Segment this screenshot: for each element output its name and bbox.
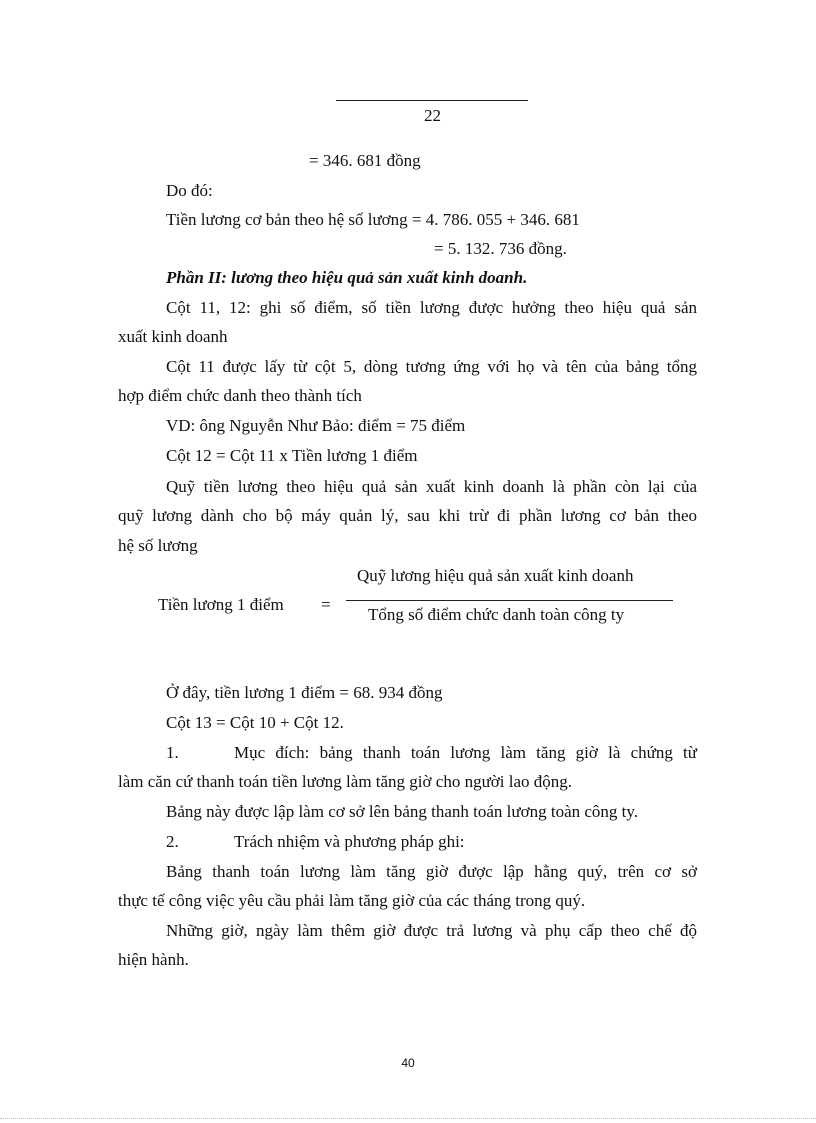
paragraph-line: hệ số lương — [118, 536, 198, 555]
text-line: Tiền lương cơ bản theo hệ số lương = 4. 786. 055 + 346. 681 — [166, 210, 580, 229]
text-line: Cột 13 = Cột 10 + Cột 12. — [166, 713, 344, 732]
paragraph-line: xuất kinh doanh — [118, 327, 228, 346]
text-line: Ở đây, tiền lương 1 điểm = 68. 934 đồng — [166, 683, 443, 702]
paragraph-line: Cột 11, 12: ghi số điểm, số tiền lương được hưởng theo hiệu quả sản — [166, 298, 697, 317]
page-number: 40 — [401, 1056, 415, 1070]
fraction-bar — [346, 600, 673, 601]
paragraph-line: hiện hành. — [118, 950, 189, 969]
list-item-text: Mục đích: bảng thanh toán lương làm tăng giờ là chứng từ — [234, 743, 697, 762]
formula-denominator: Tổng số điểm chức danh toàn công ty — [368, 605, 625, 624]
text-line: = 5. 132. 736 đồng. — [434, 239, 567, 258]
paragraph-line: làm căn cứ thanh toán tiền lương làm tăng giờ cho người lao động. — [118, 772, 573, 791]
formula-equals: = — [321, 595, 331, 614]
paragraph-line: thực tế công việc yêu cầu phải làm tăng giờ của các tháng trong quý. — [118, 891, 586, 910]
paragraph-line: hợp điểm chức danh theo thành tích — [118, 386, 362, 405]
page-bottom-border — [0, 1118, 816, 1119]
paragraph-line: Bảng thanh toán lương làm tăng giờ được lập hằng quý, trên cơ sở — [166, 862, 697, 881]
top-number: 22 — [424, 106, 441, 125]
list-number: 1. — [166, 743, 179, 762]
paragraph-line: Những giờ, ngày làm thêm giờ được trả lương và phụ cấp theo chế độ — [166, 921, 697, 940]
paragraph-line: quỹ lương dành cho bộ máy quản lý, sau khi trừ đi phần lương cơ bản theo — [118, 506, 697, 525]
list-item-text: Trách nhiệm và phương pháp ghi: — [234, 832, 465, 851]
formula-lhs: Tiền lương 1 điểm — [158, 595, 284, 614]
section-heading: Phần II: lương theo hiệu quả sản xuất kinh doanh. — [166, 268, 528, 287]
formula-numerator: Quỹ lương hiệu quả sản xuất kinh doanh — [357, 566, 634, 585]
paragraph-line: Cột 11 được lấy từ cột 5, dòng tương ứng với họ và tên của bảng tổng — [166, 357, 697, 376]
text-line: Do đó: — [166, 181, 213, 200]
text-line: Cột 12 = Cột 11 x Tiền lương 1 điểm — [166, 446, 418, 465]
text-line: Bảng này được lập làm cơ sở lên bảng thanh toán lương toàn công ty. — [166, 802, 639, 821]
footnote-rule — [336, 100, 528, 101]
text-line: = 346. 681 đồng — [309, 151, 421, 170]
list-number: 2. — [166, 832, 179, 851]
text-line: VD: ông Nguyễn Như Bảo: điểm = 75 điểm — [166, 416, 466, 435]
paragraph-line: Quỹ tiền lương theo hiệu quả sản xuất kinh doanh là phần còn lại của — [166, 477, 697, 496]
